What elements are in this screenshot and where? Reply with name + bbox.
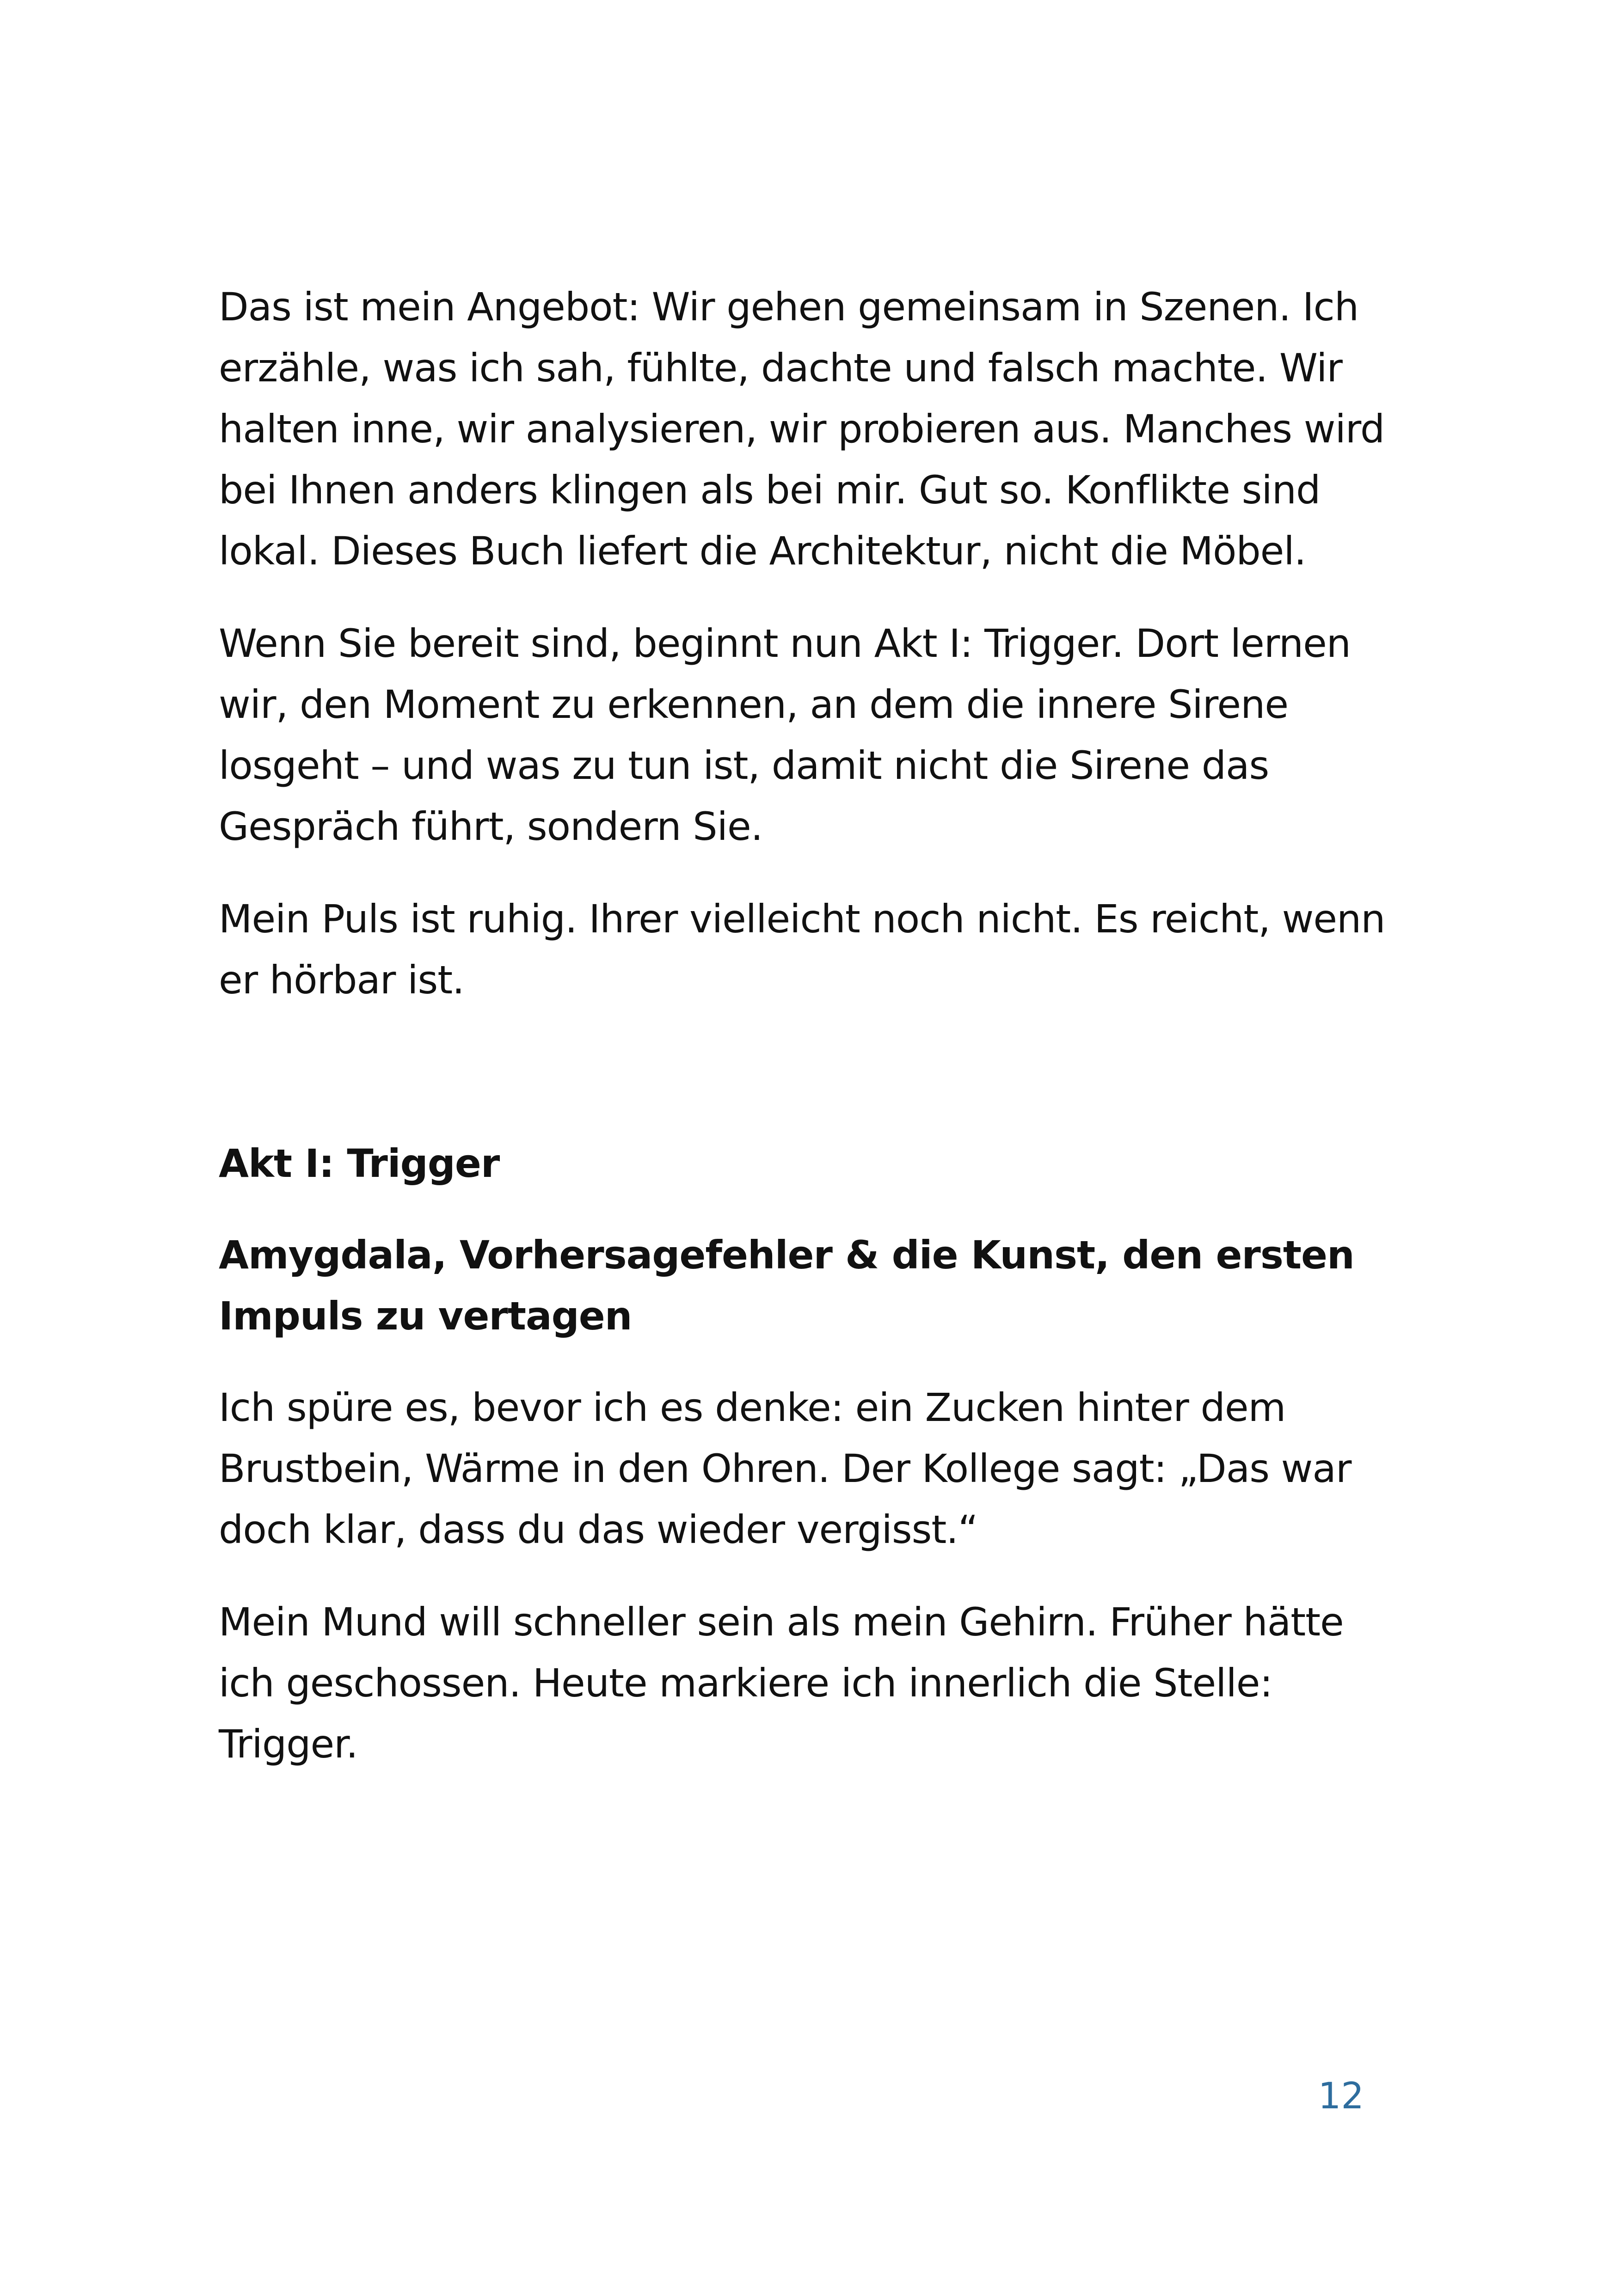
paragraph-ready: Wenn Sie bereit sind, beginnt nun Akt I: Trigger. Dort lernen wir, den Moment zu erkennen, an dem die innere Sirene losgeht – und was zu tun ist, damit nicht die Sirene das Gespräch führt, sondern Sie.	[219, 621, 1351, 849]
paragraph-trigger-mark: Mein Mund will schneller sein als mein Gehirn. Früher hätte ich geschossen. Heute markiere ich innerlich die Stelle: Trigger.	[219, 1599, 1344, 1767]
page-content	[219, 276, 1402, 1806]
page-number: 12	[1318, 2076, 1364, 2117]
paragraph-offer: Das ist mein Angebot: Wir gehen gemeinsam in Szenen. Ich erzähle, was ich sah, fühlte, dachte und falsch machte. Wir halten inne, wir analysieren, wir probieren aus. Manches wird bei Ihnen anders klingen als bei mir. Gut so. Konflikte sind lokal. Dieses Buch liefert die Architektur, nicht die Möbel.	[219, 284, 1385, 574]
act-subtitle: Amygdala, Vorhersagefehler & die Kunst, den ersten Impuls zu vertagen	[219, 1232, 1354, 1339]
act-title: Akt I: Trigger	[219, 1141, 500, 1186]
paragraph-pulse: Mein Puls ist ruhig. Ihrer vielleicht noch nicht. Es reicht, wenn er hörbar ist.	[219, 896, 1385, 1003]
paragraph-trigger-feel: Ich spüre es, bevor ich es denke: ein Zucken hinter dem Brustbein, Wärme in den Ohren. Der Kollege sagt: „Das war doch klar, dass du das wieder vergisst.“	[219, 1385, 1352, 1552]
